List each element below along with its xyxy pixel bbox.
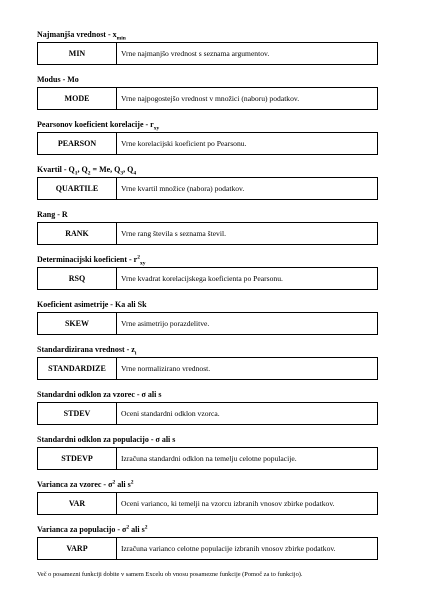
heading-text: , Q xyxy=(123,165,134,174)
function-row xyxy=(37,447,378,470)
section-mode xyxy=(37,75,378,120)
function-description: Vrne korelacijski koeficient po Pearsonu. xyxy=(121,139,247,148)
section-standardize xyxy=(37,345,378,390)
function-name: SKEW xyxy=(38,313,117,334)
section-stdevp xyxy=(37,435,378,480)
function-name: STDEV xyxy=(38,403,117,424)
function-name: STANDARDIZE xyxy=(38,358,117,379)
function-name: VARP xyxy=(38,538,117,559)
heading-superscript: 2 xyxy=(144,524,148,531)
heading-text: Rang - R xyxy=(37,210,68,219)
section-heading xyxy=(37,120,378,132)
heading-text: , Q xyxy=(77,165,88,174)
heading-text: = Me, Q xyxy=(90,165,121,174)
function-name: MIN xyxy=(38,43,117,64)
heading-text: Standardni odklon za vzorec - σ ali s xyxy=(37,390,162,399)
function-row xyxy=(37,312,378,335)
heading-text: ali s xyxy=(129,525,145,534)
section-rsq xyxy=(37,255,378,300)
heading-subscript: 2 xyxy=(87,170,91,177)
function-description: Vrne najpogostejšo vrednost v množici (naboru) podatkov. xyxy=(121,94,300,103)
heading-subscript: xy xyxy=(153,125,160,132)
heading-text: Koeficient asimetrije - Ka ali Sk xyxy=(37,300,147,309)
function-description: Izračuna standardni odklon na temelju celotne populacije. xyxy=(121,454,297,463)
heading-superscript: 2 xyxy=(137,254,140,261)
section-heading xyxy=(37,480,378,492)
function-name: RANK xyxy=(38,223,117,244)
section-min xyxy=(37,30,378,75)
heading-superscript: 2 xyxy=(112,479,116,486)
heading-text: Varianca za vzorec - σ xyxy=(37,480,113,489)
heading-subscript: 1 xyxy=(74,170,78,177)
function-reference-list xyxy=(37,30,378,570)
function-row xyxy=(37,357,378,380)
function-row xyxy=(37,42,378,65)
heading-superscript: 2 xyxy=(126,524,130,531)
heading-subscript: i xyxy=(134,350,137,357)
heading-text: ali s xyxy=(115,480,131,489)
heading-subscript: 3 xyxy=(120,170,124,177)
heading-text: Standardizirana vrednost - z xyxy=(37,345,135,354)
function-description: Izračuna varianco celotne populacije izbranih vnosov zbirke podatkov. xyxy=(121,544,336,553)
function-description: Vrne kvadrat korelacijskega koeficienta po Pearsonu. xyxy=(121,274,283,283)
heading-text: Pearsonov koeficient korelacije - r xyxy=(37,120,154,129)
function-name: STDEVP xyxy=(38,448,117,469)
heading-text: Determinacijski koeficient - r xyxy=(37,255,138,264)
function-name: PEARSON xyxy=(38,133,117,154)
function-description: Oceni varianco, ki temelji na vzorcu izbranih vnosov zbirke podatkov. xyxy=(121,499,335,508)
function-row xyxy=(37,87,378,110)
function-description: Vrne asimetrijo porazdelitve. xyxy=(121,319,210,328)
heading-text: Standardni odklon za populacijo - σ ali s xyxy=(37,435,176,444)
section-varp xyxy=(37,525,378,570)
section-var xyxy=(37,480,378,525)
footnote: Več o posamezni funkciji dobite v samem Excelu ob vnosu posamezne funkcije (Pomoč za to funkcijo). xyxy=(37,571,303,578)
heading-text: Modus - Mo xyxy=(37,75,79,84)
function-description: Vrne normalizirano vrednost. xyxy=(121,364,211,373)
function-row xyxy=(37,537,378,560)
function-row xyxy=(37,402,378,425)
section-quartile xyxy=(37,165,378,210)
section-heading xyxy=(37,165,378,177)
section-heading xyxy=(37,75,378,87)
section-heading xyxy=(37,300,378,312)
heading-subscript: min xyxy=(116,35,126,42)
heading-subscript: xy xyxy=(139,260,146,267)
section-heading xyxy=(37,390,378,402)
section-rank xyxy=(37,210,378,255)
section-heading xyxy=(37,210,378,222)
function-name: MODE xyxy=(38,88,117,109)
function-name: VAR xyxy=(38,493,117,514)
function-row xyxy=(37,492,378,515)
function-row xyxy=(37,222,378,245)
section-heading xyxy=(37,255,378,267)
function-description: Vrne rang števila s seznama števil. xyxy=(121,229,226,238)
heading-text: Varianca za populacijo - σ xyxy=(37,525,127,534)
function-description: Oceni standardni odklon vzorca. xyxy=(121,409,220,418)
heading-superscript: 2 xyxy=(130,479,134,486)
heading-text: Kvartil - Q xyxy=(37,165,75,174)
function-name: RSQ xyxy=(38,268,117,289)
section-heading xyxy=(37,30,378,42)
section-pearson xyxy=(37,120,378,165)
section-heading xyxy=(37,525,378,537)
section-heading xyxy=(37,435,378,447)
section-skew xyxy=(37,300,378,345)
section-stdev xyxy=(37,390,378,435)
section-heading xyxy=(37,345,378,357)
function-description: Vrne najmanjšo vrednost s seznama argumentov. xyxy=(121,49,270,58)
function-row xyxy=(37,267,378,290)
function-row xyxy=(37,132,378,155)
function-description: Vrne kvartil množice (nabora) podatkov. xyxy=(121,184,245,193)
function-row xyxy=(37,177,378,200)
function-name: QUARTILE xyxy=(38,178,117,199)
heading-subscript: 4 xyxy=(133,170,137,177)
heading-text: Najmanjša vrednost - x xyxy=(37,30,117,39)
